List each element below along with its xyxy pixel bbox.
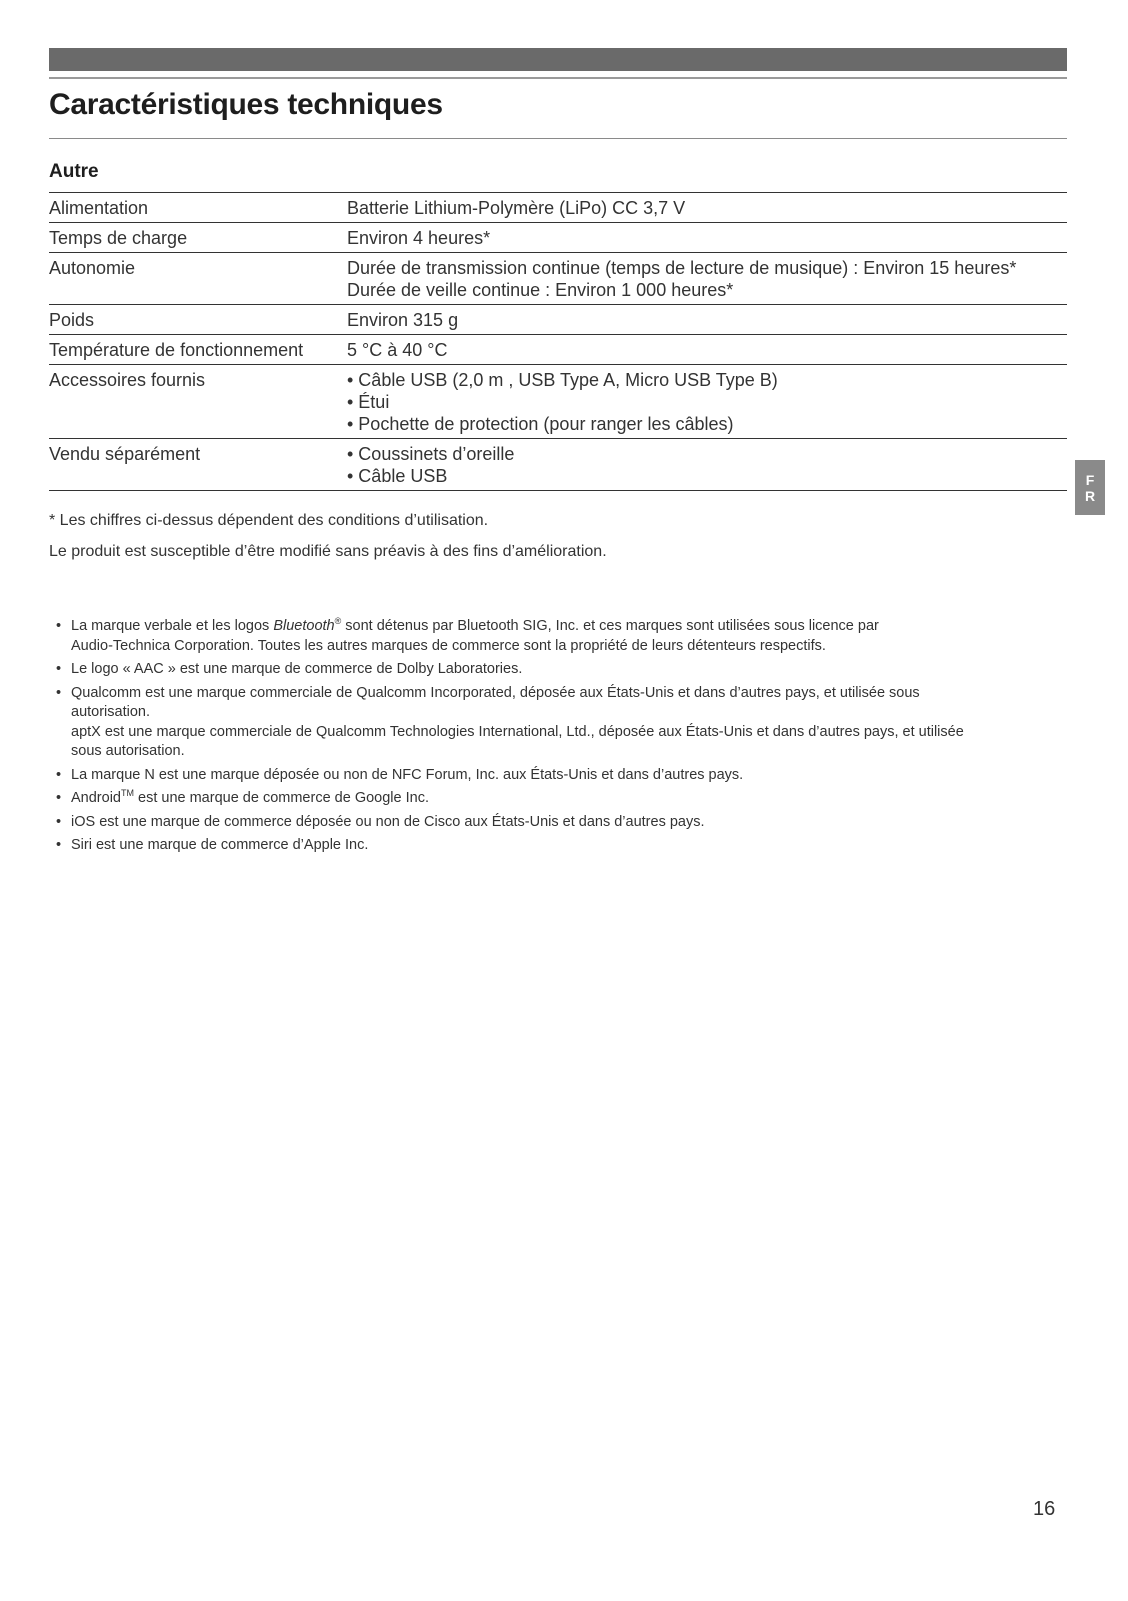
trademark-text: La marque verbale et les logos — [71, 618, 274, 634]
spec-value — [347, 197, 1067, 219]
footnote: * Les chiffres ci-dessus dépendent des conditions d’utilisation. — [49, 512, 489, 529]
trademark-line: Audio-Technica Corporation. Toutes les autres marques de commerce sont la propriété de leurs détenteurs respectifs. — [71, 637, 826, 654]
trademark-item-android — [56, 789, 1061, 809]
spec-value-line: Durée de transmission continue (temps de lecture de musique) : Environ 15 heures* — [347, 258, 1017, 278]
spec-row — [49, 335, 1067, 365]
trademark-item-bluetooth — [56, 617, 1061, 656]
disclaimer: Le produit est susceptible d’être modifié sans préavis à des fins d’amélioration. — [49, 543, 607, 560]
trademark-item-siri — [56, 836, 1061, 856]
spec-value — [347, 227, 1067, 249]
trademark-item-ios — [56, 813, 1061, 833]
trademark-text: est une marque de commerce de Google Inc. — [133, 790, 429, 806]
spec-value-line: • Câble USB — [347, 466, 448, 486]
spec-label: Autonomie — [49, 258, 136, 278]
header-divider — [49, 77, 1067, 79]
spec-label: Température de fonctionnement — [49, 340, 304, 360]
spec-value — [347, 443, 1067, 487]
trademark-mark: TM — [120, 788, 134, 799]
registered-mark: ® — [334, 616, 342, 627]
trademark-item-aac — [56, 660, 1061, 680]
spec-value — [347, 369, 1067, 435]
trademark-line — [71, 789, 1061, 809]
spec-row — [49, 223, 1067, 253]
android-word: Android — [71, 790, 121, 806]
trademark-line: • Qualcomm est une marque commerciale de Qualcomm Incorporated, déposée aux États-Unis et dans d’autres pays, et utilisée sous — [71, 684, 920, 701]
spec-value-line: 5 °C à 40 °C — [347, 340, 448, 360]
trademark-line: sous autorisation. — [71, 743, 185, 759]
spec-table — [49, 192, 1067, 491]
spec-row — [49, 365, 1067, 439]
spec-value — [347, 257, 1067, 301]
section-heading: Autre — [49, 161, 99, 182]
spec-value-line: • Câble USB (2,0 m , USB Type A, Micro USB Type B) — [347, 370, 778, 390]
trademark-line: • Siri est une marque de commerce d’Apple Inc. — [71, 837, 369, 853]
header-bar — [49, 48, 1067, 71]
trademark-line: aptX est une marque commerciale de Qualcomm Technologies International, Ltd., déposée aux États-Unis et dans d’autres pays, et utilisée — [71, 723, 964, 740]
spec-label: Vendu séparément — [49, 444, 201, 464]
language-tab — [1075, 460, 1105, 515]
trademark-list — [56, 617, 1061, 860]
spec-row — [49, 305, 1067, 335]
spec-row — [49, 253, 1067, 305]
title-divider — [49, 138, 1067, 139]
spec-value-line: • Coussinets d’oreille — [347, 444, 515, 464]
spec-label: Alimentation — [49, 198, 149, 218]
trademark-line: • iOS est une marque de commerce déposée ou non de Cisco aux États-Unis et dans d’autres pays. — [71, 813, 705, 830]
language-tab-letter: R — [1084, 487, 1096, 504]
trademark-line: • La marque N est une marque déposée ou non de NFC Forum, Inc. aux États-Unis et dans d’autres pays. — [71, 766, 744, 783]
spec-value-line: Environ 4 heures* — [347, 228, 491, 248]
trademark-item-nfc — [56, 766, 1061, 786]
spec-row — [49, 193, 1067, 223]
spec-label: Accessoires fournis — [49, 370, 206, 390]
language-tab-letter: F — [1085, 471, 1095, 488]
spec-row — [49, 439, 1067, 491]
page-title: Caractéristiques techniques — [49, 88, 443, 121]
spec-value-line: • Étui — [347, 392, 390, 412]
trademark-line: autorisation. — [71, 704, 150, 720]
bluetooth-word: Bluetooth — [273, 618, 335, 634]
spec-label: Temps de charge — [49, 228, 188, 248]
trademark-line — [71, 617, 1061, 637]
spec-value-line: Durée de veille continue : Environ 1 000 heures* — [347, 280, 734, 300]
spec-value-line: • Pochette de protection (pour ranger les câbles) — [347, 414, 734, 434]
spec-value-line: Batterie Lithium-Polymère (LiPo) CC 3,7 V — [347, 198, 686, 218]
trademark-line: • Le logo « AAC » est une marque de commerce de Dolby Laboratories. — [71, 661, 523, 677]
page-number: 16 — [1033, 1498, 1056, 1520]
trademark-item-qualcomm — [56, 684, 1061, 762]
trademark-text: sont détenus par Bluetooth SIG, Inc. et ces marques sont utilisées sous licence par — [341, 618, 879, 634]
spec-value — [347, 309, 1067, 331]
spec-value — [347, 339, 1067, 361]
spec-label: Poids — [49, 310, 95, 330]
spec-value-line: Environ 315 g — [347, 310, 459, 330]
